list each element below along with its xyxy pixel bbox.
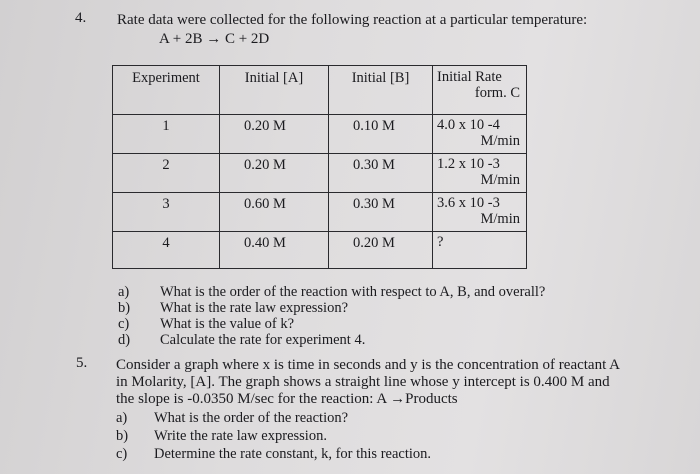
cell-initial-b: 0.30 M — [353, 157, 395, 173]
q4-part-b — [118, 300, 348, 317]
cell-initial-b: 0.10 M — [353, 118, 395, 134]
cell-initial-a: 0.20 M — [244, 157, 286, 173]
q4-part-b-text: What is the rate law expression? — [160, 300, 349, 316]
cell-rate-value: ? — [437, 234, 444, 250]
header-initial-a: Initial [A] — [244, 70, 304, 86]
q5-part-a-text: What is the order of the reaction? — [154, 410, 349, 426]
q4-part-c-text: What is the value of k? — [160, 316, 295, 332]
q5-part-a — [116, 410, 348, 427]
q4-part-c-label: c) — [118, 316, 130, 332]
rate-data-table — [112, 65, 527, 269]
cell-rate-unit: M/min — [480, 211, 520, 227]
header-rate-form: form. C — [474, 85, 520, 101]
q4-part-a-label: a) — [118, 284, 130, 300]
cell-experiment: 1 — [162, 118, 170, 134]
table-row — [113, 154, 527, 193]
q5-part-b-label: b) — [116, 428, 129, 444]
cell-experiment: 4 — [162, 235, 170, 251]
q5-line-3: the slope is -0.0350 M/sec for the reaction: A →Products — [116, 391, 458, 407]
q4-part-a-text: What is the order of the reaction with respect to A, B, and overall? — [160, 284, 546, 300]
cell-initial-b: 0.30 M — [353, 196, 395, 212]
q5-part-c-label: c) — [116, 446, 128, 462]
q4-part-d-label: d) — [118, 332, 131, 348]
table-row — [113, 115, 527, 154]
cell-experiment: 3 — [162, 196, 170, 212]
q4-part-c — [118, 316, 294, 333]
q5-part-b — [116, 428, 327, 445]
q5-part-a-label: a) — [116, 410, 128, 426]
header-initial-b: Initial [B] — [351, 70, 410, 86]
question-4-intro: Rate data were collected for the following reaction at a particular temperature: — [117, 12, 588, 28]
q5-part-c — [116, 446, 431, 463]
cell-initial-b: 0.20 M — [353, 235, 395, 251]
table-row — [113, 232, 527, 269]
q4-part-d-text: Calculate the rate for experiment 4. — [160, 332, 366, 348]
cell-rate-unit: M/min — [480, 172, 520, 188]
q4-part-a — [118, 284, 545, 301]
q4-part-d — [118, 332, 365, 349]
question-5-number: 5. — [76, 355, 88, 371]
header-initial-rate: Initial Rate — [437, 69, 502, 85]
q5-line-2: in Molarity, [A]. The graph shows a straight line whose y intercept is 0.400 M and — [116, 374, 610, 390]
cell-rate-value: 1.2 x 10 -3 — [437, 156, 500, 172]
cell-rate-unit: M/min — [480, 133, 520, 149]
q5-part-b-text: Write the rate law expression. — [154, 428, 327, 444]
table-row — [113, 193, 527, 232]
cell-rate-value: 3.6 x 10 -3 — [437, 195, 500, 211]
cell-experiment: 2 — [162, 157, 170, 173]
cell-initial-a: 0.60 M — [244, 196, 286, 212]
q5-line-1: Consider a graph where x is time in seconds and y is the concentration of reactant A — [116, 357, 621, 373]
header-experiment: Experiment — [132, 70, 200, 86]
cell-initial-a: 0.20 M — [244, 118, 286, 134]
reaction-equation: A + 2B → C + 2D — [159, 31, 270, 47]
q5-part-c-text: Determine the rate constant, k, for this reaction. — [154, 446, 432, 462]
cell-rate-value: 4.0 x 10 -4 — [437, 117, 500, 133]
table-header-row — [113, 66, 527, 115]
question-4-number: 4. — [75, 10, 87, 26]
q4-part-b-label: b) — [118, 300, 131, 316]
cell-initial-a: 0.40 M — [244, 235, 286, 251]
